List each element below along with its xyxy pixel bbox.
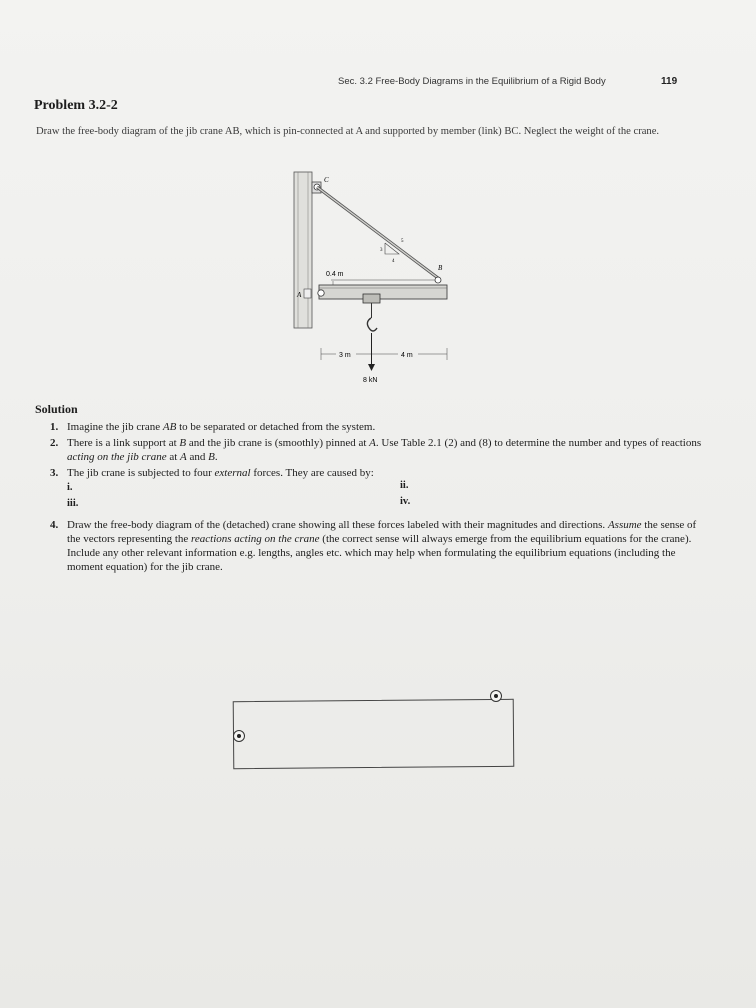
pin-a-marker: [233, 730, 245, 742]
load-8-kn: 8 kN: [363, 377, 378, 384]
jib-crane-figure: [286, 168, 476, 393]
free-body-diagram-box: [233, 699, 515, 769]
cause-ii: ii.: [400, 480, 409, 491]
beam-ab: [319, 285, 447, 299]
dim-4-m: 4 m: [401, 352, 413, 359]
label-b: B: [438, 264, 443, 272]
label-a: A: [297, 291, 302, 299]
cause-iv: iv.: [400, 496, 411, 507]
problem-statement: Draw the free-body diagram of the jib crane AB, which is pin-connected at A and supported by member (link) BC. Neglect the weight of the crane.: [36, 126, 660, 137]
dim-0-4-m: 0.4 m: [326, 271, 344, 278]
slope-4: 4: [392, 259, 395, 264]
step-3: 3. The jib crane is subjected to four external forces. They are caused by: i. ii. iii. iv.: [50, 467, 411, 509]
dim-3-m: 3 m: [339, 352, 351, 359]
step-4: 4. Draw the free-body diagram of the (detached) crane showing all these forces labeled with their magnitudes and directions. Assume the sense of the vectors representing the reactions acting on the crane (the correct sense will always emerge from the equilibrium equations for the crane). Include any other relevant information e.g. lengths, angles etc. which may help when formulating the equilibrium equations (including the moment equation) for the jib crane.: [50, 519, 697, 573]
step-2: 2. There is a link support at B and the jib crane is (smoothly) pinned at A. Use Table 2.1 (2) and (8) to determine the number and types of reactions acting on the jib crane at A and B.: [50, 437, 702, 463]
page-number: 119: [661, 76, 678, 87]
solution-title: Solution: [35, 402, 78, 416]
cause-i: i.: [67, 482, 73, 493]
solution-steps: [50, 420, 710, 576]
step-1: 1. Imagine the jib crane AB to be separated or detached from the system.: [50, 421, 376, 433]
slope-5: 5: [401, 239, 404, 244]
problem-title: Problem 3.2-2: [34, 98, 118, 113]
cause-iii: iii.: [67, 498, 79, 509]
label-c: C: [324, 176, 329, 184]
pin-a: [318, 290, 324, 296]
hook: [367, 318, 377, 331]
trolley: [363, 294, 380, 303]
running-header: Sec. 3.2 Free-Body Diagrams in the Equilibrium of a Rigid Body: [338, 76, 606, 87]
pin-b: [435, 277, 441, 283]
slope-3: 3: [380, 248, 383, 253]
wall: [294, 172, 312, 328]
pin-b-marker: [490, 690, 502, 702]
